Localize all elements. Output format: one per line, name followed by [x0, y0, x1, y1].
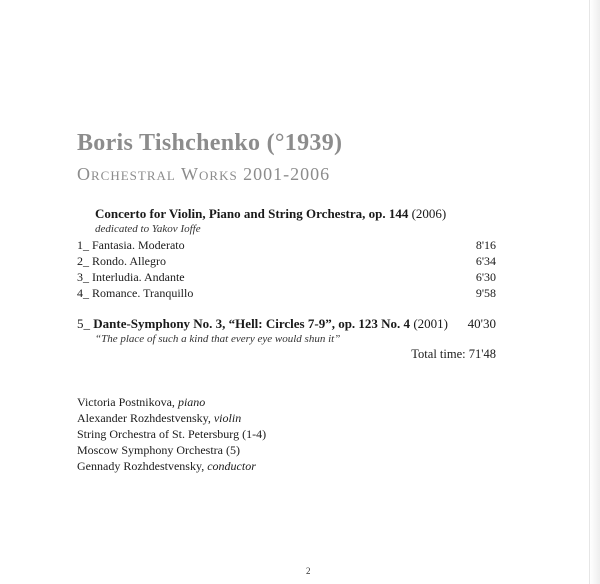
work-quote: “The place of such a kind that every eye would shun it” [95, 333, 341, 345]
track-row [77, 316, 496, 332]
performer [77, 459, 256, 474]
track-label: 4_ Romance. Tranquillo [77, 286, 194, 300]
track-duration: 6'34 [475, 254, 496, 268]
performer [77, 443, 240, 458]
track-row [77, 238, 496, 253]
total-time: Total time: 71'48 [411, 347, 496, 361]
track-row [77, 254, 496, 269]
track-label: 1_ Fantasia. Moderato [77, 238, 185, 252]
track-duration: 6'30 [475, 270, 496, 284]
work-title-text: Dante-Symphony No. 3, “Hell: Circles 7-9”, op. 123 No. 4 [93, 316, 411, 331]
performer [77, 427, 266, 442]
page-subtitle: Orchestral Works 2001-2006 [77, 164, 331, 184]
work-year: (2001) [410, 316, 448, 331]
performer-role: conductor [207, 459, 256, 473]
work-title-text: Concerto for Violin, Piano and String Orchestra, op. 144 [95, 206, 409, 221]
performer-name: String Orchestra of St. Petersburg (1-4) [77, 427, 267, 441]
dedication: dedicated to Yakov Ioffe [95, 223, 201, 235]
track-duration: 40'30 [467, 316, 496, 331]
performer-name: Alexander Rozhdestvensky, [77, 411, 214, 425]
page-number: 2 [306, 566, 311, 576]
performer-name: Victoria Postnikova, [77, 395, 178, 409]
performer [77, 395, 205, 410]
track-duration: 8'16 [475, 238, 496, 252]
track-label: 2_ Rondo. Allegro [77, 254, 166, 268]
track-duration: 9'58 [475, 286, 496, 300]
page-gutter [589, 0, 600, 584]
work-year: (2006) [408, 206, 447, 221]
performer-name: Gennady Rozhdestvensky, [77, 459, 208, 473]
performer-name: Moscow Symphony Orchestra (5) [77, 443, 240, 457]
performer-role: piano [177, 395, 206, 409]
page-title: Boris Tishchenko (°1939) [77, 130, 343, 156]
track-row [77, 286, 496, 301]
performer-role: violin [213, 411, 242, 425]
work-title [95, 206, 446, 222]
performer [77, 411, 241, 426]
track-label: 3_ Interludia. Andante [77, 270, 185, 284]
track-row [77, 270, 496, 285]
track-label [77, 316, 448, 332]
track-number: 5_ [77, 316, 94, 331]
